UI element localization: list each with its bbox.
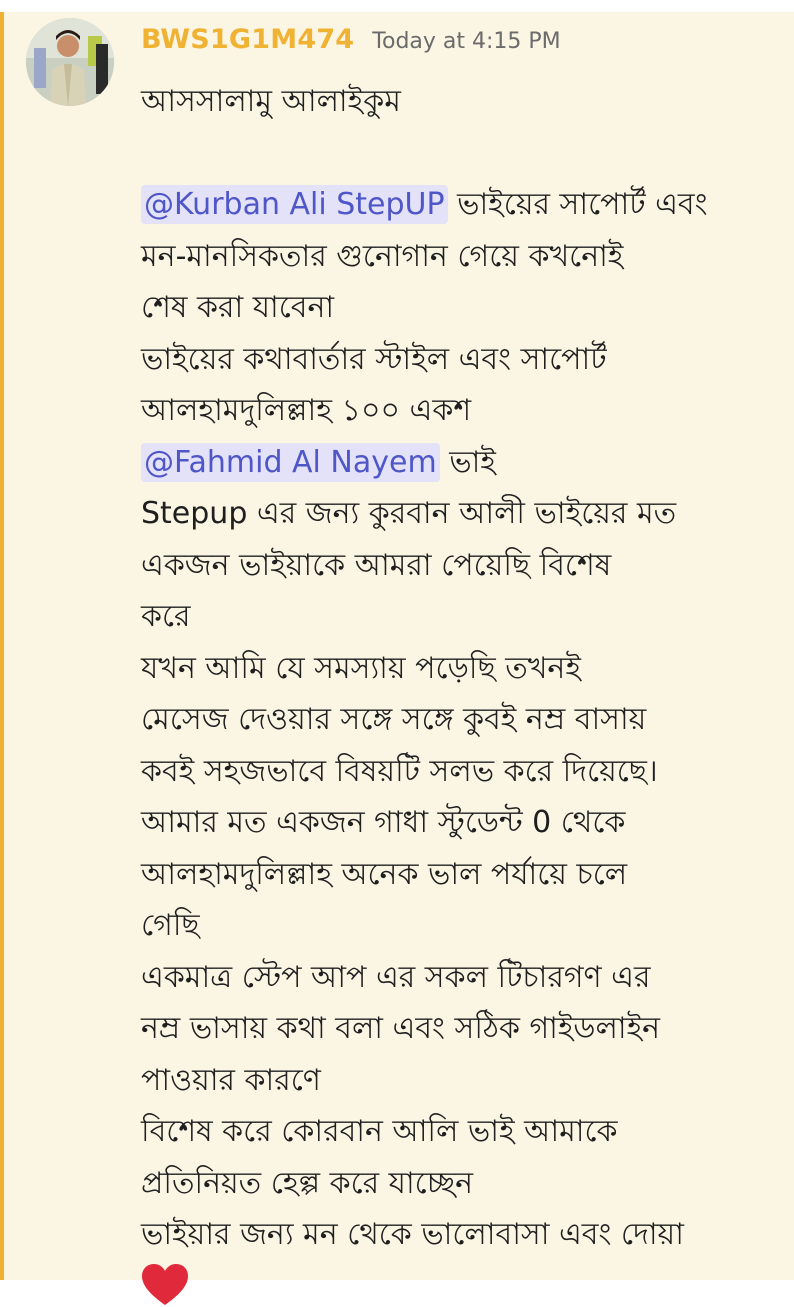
message-line: মেসেজ দেওয়ার সঙ্গে সঙ্গে কুবই নম্র বাসায়: [141, 702, 647, 737]
message-line: একজন ভাইয়াকে আমরা পেয়েছি বিশেষ: [141, 547, 612, 583]
message-line: আসসালামু আলাইকুম: [141, 84, 401, 119]
message-line: [141, 179, 781, 231]
message-text: ভাই: [439, 444, 496, 480]
message-line: Stepup এর জন্য কুরবান আলী ভাইয়ের মত: [141, 496, 677, 531]
message-line: যখন আমি যে সমস্যায় পড়েছি তখনই: [141, 650, 581, 686]
message-line: বিশেষ করে কোরবান আলি ভাই আমাকে: [141, 1114, 618, 1149]
user-mention[interactable]: @Fahmid Al Nayem: [141, 443, 440, 482]
user-mention[interactable]: @Kurban Ali StepUP: [141, 185, 448, 224]
message-header: [141, 24, 561, 55]
username[interactable]: BWS1G1M474: [141, 24, 355, 55]
timestamp: Today at 4:15 PM: [372, 29, 561, 54]
user-avatar[interactable]: [26, 18, 114, 106]
message-line: ভাইয়ের কথাবার্তার স্টাইল এবং সাপোর্ট: [141, 341, 607, 377]
message-body: [141, 76, 781, 1307]
message-line: আলহামদুলিল্লাহ অনেক ভাল পর্যায়ে চলে: [141, 856, 628, 892]
message-line: শেষ করা যাবেনা: [141, 290, 335, 325]
message-line: আমার মত একজন গাধা স্টুডেন্ট 0 থেকে: [141, 805, 626, 840]
message-line: নম্র ভাসায় কথা বলা এবং সঠিক গাইডলাইন: [141, 1011, 661, 1046]
message-line: মন-মানসিকতার গুনোগান গেয়ে কখনোই: [141, 238, 624, 274]
message-line: একমাত্র স্টেপ আপ এর সকল টিচারগণ এর: [141, 959, 651, 995]
message-line: ভাইয়ার জন্য মন থেকে ভালোবাসা এবং দোয়া: [141, 1217, 684, 1252]
message-line: আলহামদুলিল্লাহ ১০০ একশ: [141, 393, 472, 428]
message-line: করে: [141, 599, 191, 634]
red-heart-emoji-icon: [141, 1263, 189, 1307]
message-text: ভাইয়ের সাপোর্ট এবং: [447, 187, 708, 222]
message-line: প্রতিনিয়ত হেল্প করে যাচ্ছেন: [141, 1165, 474, 1201]
message-line: গেছি: [141, 908, 200, 943]
chat-message: [0, 12, 794, 1280]
message-line: [141, 437, 781, 489]
message-line: পাওয়ার কারণে: [141, 1062, 321, 1098]
message-blank-line: [141, 128, 781, 180]
avatar-photo-icon: [26, 18, 114, 106]
message-line: কবই সহজভাবে বিষয়টি সলভ করে দিয়েছে।: [141, 753, 658, 789]
highlight-accent-bar: [0, 12, 4, 1280]
